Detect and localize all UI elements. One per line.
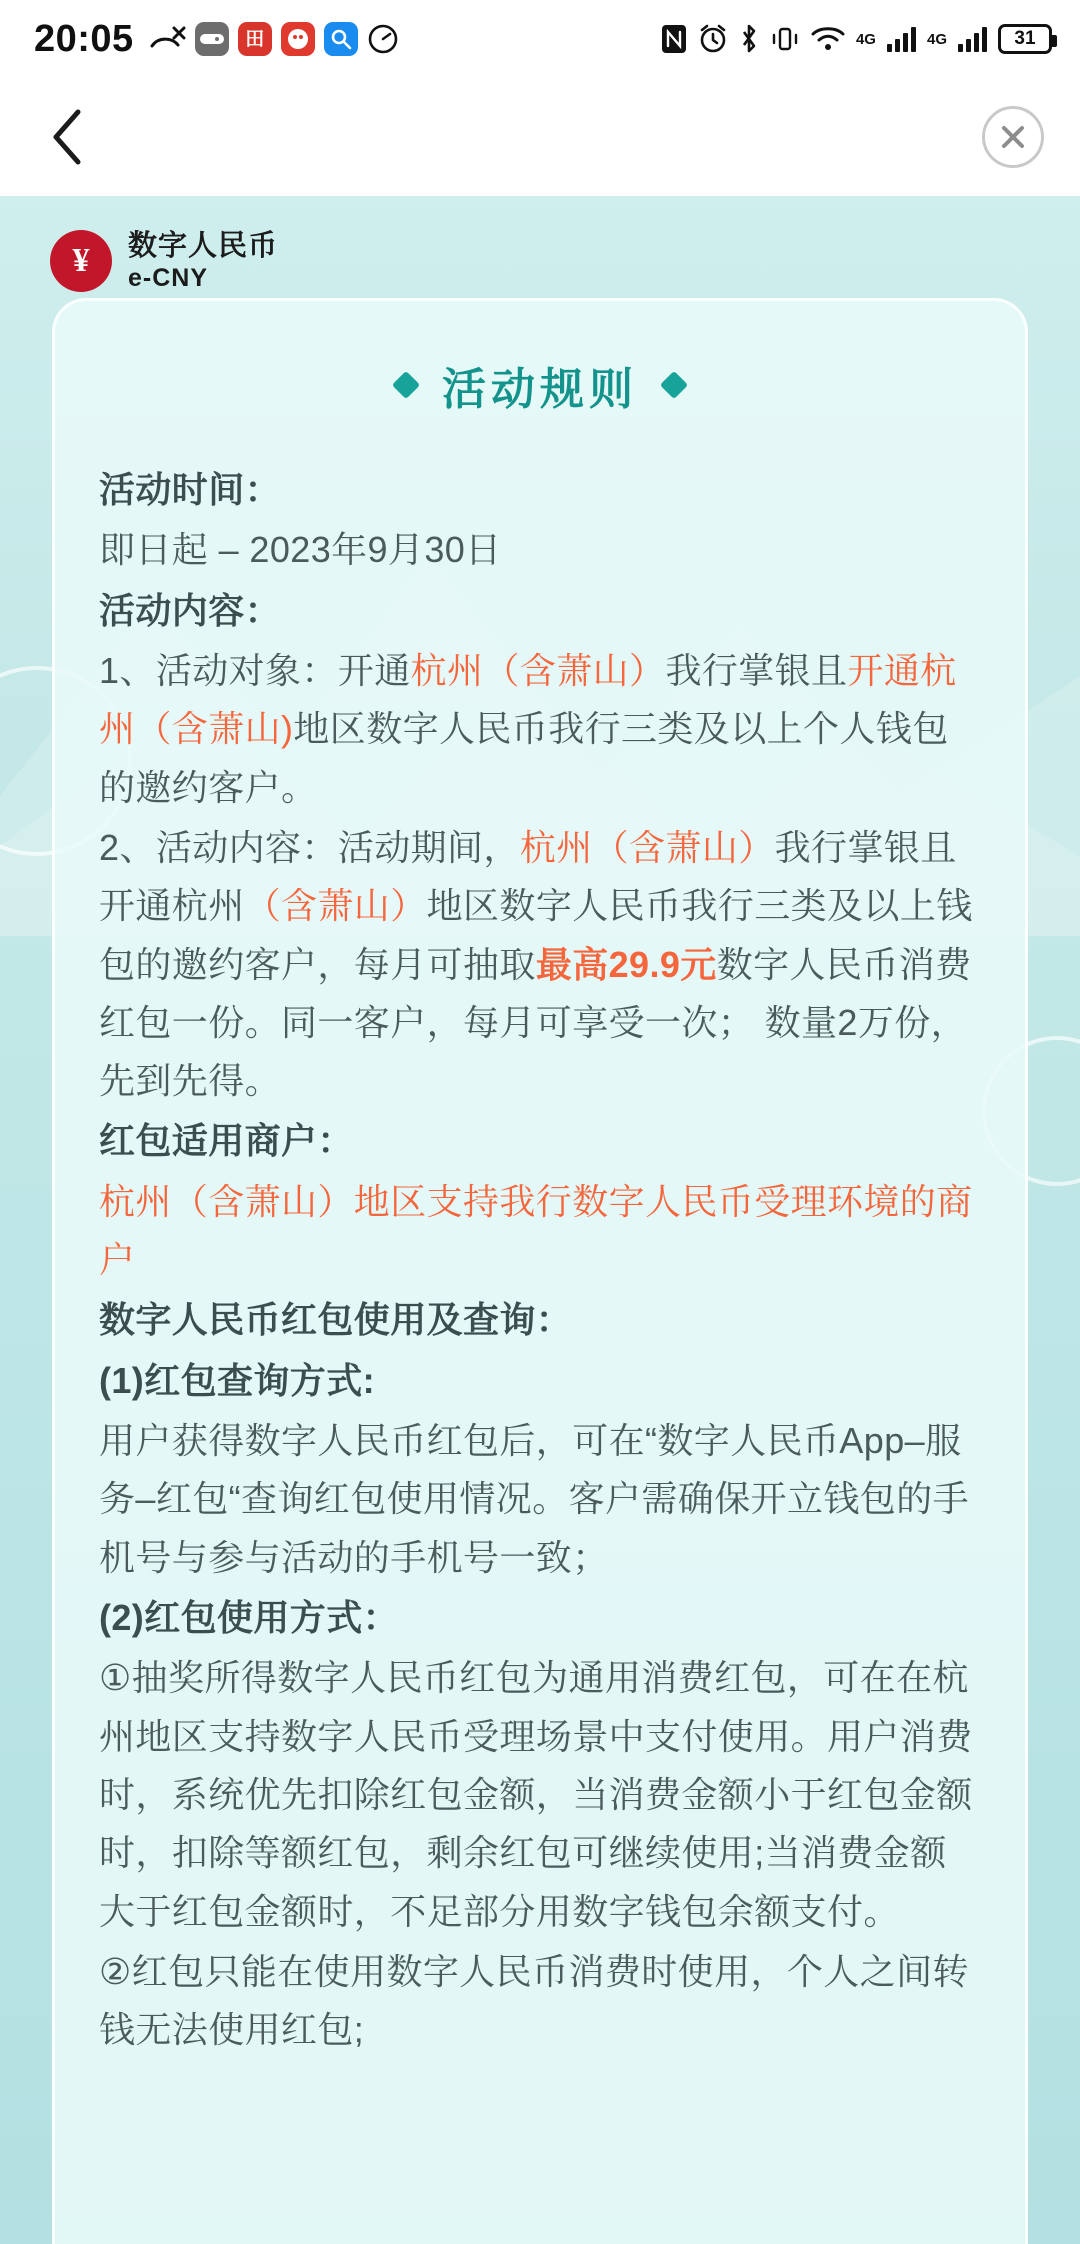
brand-name-en: e-CNY (128, 264, 209, 293)
game-icon (195, 22, 229, 56)
status-left-icons (150, 22, 399, 56)
status-time: 20:05 (34, 18, 134, 60)
nav-bar (0, 78, 1080, 196)
ecny-mark-icon: ¥ (50, 230, 112, 292)
status-bar (0, 0, 1080, 78)
item1-pre: 1、活动对象：开通 (99, 649, 411, 691)
diamond-right-icon (660, 371, 688, 399)
rules-card (52, 298, 1028, 2244)
item2-highlight-2: （含萧山） (244, 885, 427, 927)
network-label-1: 4G (855, 30, 876, 48)
item2-mid2: 地区数字人民币我行三类及以上钱包的邀约客户，每月可抽取 (99, 885, 973, 985)
use-value-2: ②红包只能在使用数字人民币消费时使用，个人之间转钱无法使用红包; (99, 1950, 969, 2051)
back-icon[interactable] (40, 109, 96, 165)
activity-rules-page (0, 196, 1080, 2244)
network-label-2: 4G (926, 30, 947, 48)
merchant-value: 杭州（含萧山）地区支持我行数字人民币受理环境的商户 (99, 1180, 973, 1281)
merchant-heading: 红包适用商户： (99, 1120, 354, 1162)
page-title: 活动规则 (442, 365, 638, 414)
item1-highlight-2: 开通杭州（含萧山) (99, 649, 957, 750)
time-value: 即日起 – 2023年9月30日 (99, 529, 502, 571)
signal-bars-1 (887, 26, 916, 52)
item2-highlight-3: 最高29.9元 (535, 943, 717, 985)
item2-pre: 2、活动内容：活动期间， (99, 826, 520, 868)
time-heading: 活动时间： (99, 469, 282, 510)
vibrate-icon (770, 24, 800, 54)
rules-body (99, 461, 981, 2059)
nfc-icon (661, 24, 687, 54)
search-app-icon (324, 22, 358, 56)
item1-post: 地区数字人民币我行三类及以上个人钱包的邀约客户。 (99, 708, 949, 808)
query-value: 用户获得数字人民币红包后，可在“数字人民币App–服务–红包“查询红包使用情况。客户需确保开立钱包的手机号与参与活动的手机号一致； (99, 1420, 970, 1578)
rule-item-2 (99, 819, 981, 1111)
item1-highlight-1: 杭州（含萧山） (410, 649, 666, 691)
call-mute-icon (150, 26, 186, 52)
app-badge-icon: 田 (238, 22, 272, 56)
use-heading: (2)红包使用方式： (99, 1596, 399, 1638)
bluetooth-icon (739, 23, 759, 55)
wifi-icon (811, 26, 845, 52)
card-title-row (99, 353, 981, 417)
speedometer-icon (367, 23, 399, 55)
brand-logo (50, 230, 278, 292)
item2-mid: 我行掌银且开通杭州 (99, 826, 957, 927)
item1-mid: 我行掌银且 (665, 649, 848, 691)
status-right-icons (661, 23, 1052, 55)
query-heading: (1)红包查询方式: (99, 1359, 375, 1401)
app-red-icon (281, 22, 315, 56)
close-icon[interactable] (982, 106, 1044, 168)
signal-bars-2 (958, 26, 987, 52)
rule-item-1 (99, 642, 981, 817)
use-value-1: ①抽奖所得数字人民币红包为通用消费红包，可在在杭州地区支持数字人民币受理场景中支付使用。用户消费时，系统优先扣除红包金额，当消费金额小于红包金额时，扣除等额红包，剩余红包可继续使用;当消费金额大于红包金额时，不足部分用数字钱包余额支付。 (99, 1657, 973, 1932)
brand-name-cn: 数字人民币 (128, 229, 279, 262)
usage-heading: 数字人民币红包使用及查询： (99, 1299, 573, 1341)
item2-post: 数字人民币消费红包一份。同一客户，每月可享受一次； 数量2万份，先到先得。 (99, 943, 972, 1102)
diamond-left-icon (392, 371, 420, 399)
alarm-icon (698, 24, 728, 54)
brand-text (128, 231, 278, 292)
content-heading: 活动内容： (99, 589, 282, 631)
item2-highlight-1: 杭州（含萧山） (519, 826, 775, 868)
battery-indicator: 31 (998, 24, 1052, 54)
